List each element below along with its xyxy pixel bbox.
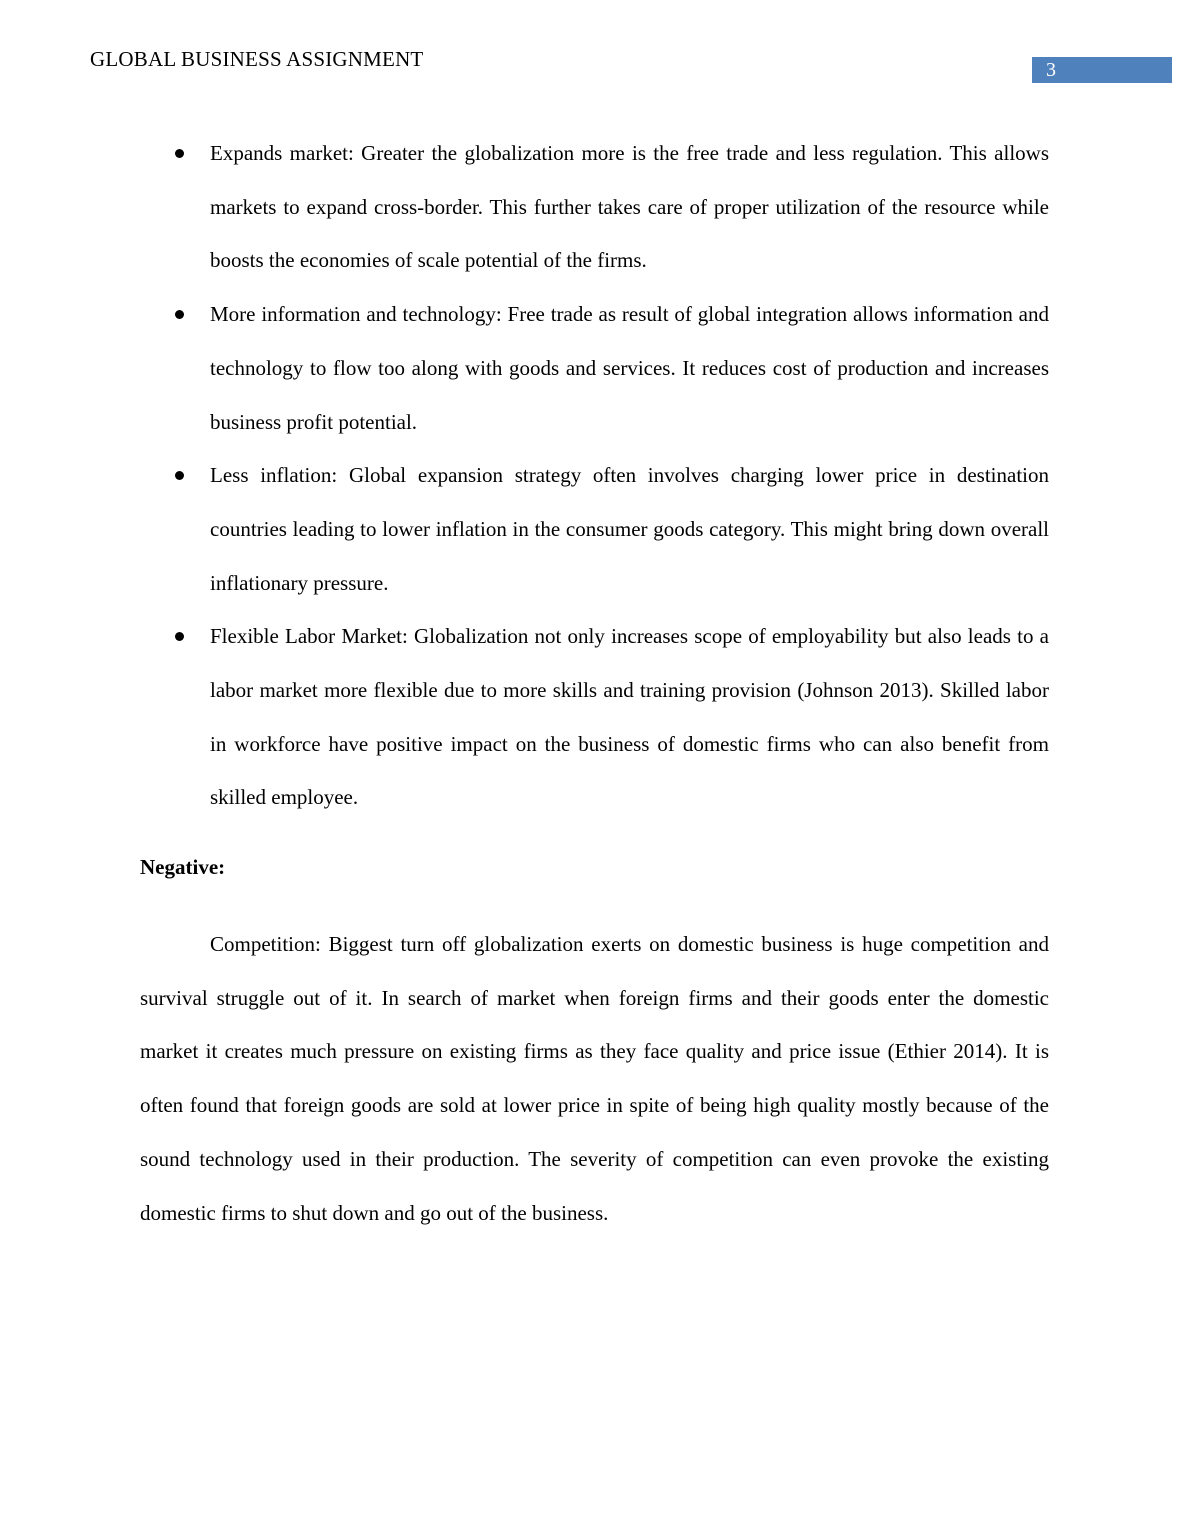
- bullet-item-less-inflation: [140, 449, 1049, 610]
- bullet-dot-icon: [175, 632, 184, 641]
- bullet-item-information-technology: [140, 288, 1049, 449]
- bullet-dot-icon: [175, 471, 184, 480]
- competition-paragraph: Competition: Biggest turn off globalization exerts on domestic business is huge competition and survival struggle out of it. In search of market when foreign firms and their goods enter the domestic market it creates much pressure on existing firms as they face quality and price issue (Ethier 2014). It is often found that foreign goods are sold at lower price in spite of being high quality mostly because of the sound technology used in their production. The severity of competition can even provoke the existing domestic firms to shut down and go out of the business.: [140, 932, 1049, 1225]
- advantages-bullet-list: [140, 127, 1049, 825]
- bullet-text: More information and technology: Free trade as result of global integration allows information and technology to flow too along with goods and services. It reduces cost of production and increases business profit potential.: [210, 302, 1049, 434]
- negative-section-heading: Negative:: [140, 855, 226, 879]
- bullet-text: Expands market: Greater the globalization more is the free trade and less regulation. This allows markets to expand cross-border. This further takes care of proper utilization of the resource while boosts the economies of scale potential of the firms.: [210, 141, 1049, 273]
- running-header-title: GLOBAL BUSINESS ASSIGNMENT: [90, 47, 424, 71]
- bullet-text: Flexible Labor Market: Globalization not only increases scope of employability but also leads to a labor market more flexible due to more skills and training provision (Johnson 2013). Skilled labor in workforce have positive impact on the business of domestic firms who can also benefit from skilled employee.: [210, 624, 1049, 810]
- bullet-item-flexible-labor-market: [140, 610, 1049, 825]
- bullet-dot-icon: [175, 310, 184, 319]
- bullet-dot-icon: [175, 149, 184, 158]
- bullet-text: Less inflation: Global expansion strategy often involves charging lower price in destination countries leading to lower inflation in the consumer goods category. This might bring down overall inflationary pressure.: [210, 463, 1049, 595]
- page-number-badge: 3: [1032, 57, 1172, 83]
- bullet-item-expands-market: [140, 127, 1049, 288]
